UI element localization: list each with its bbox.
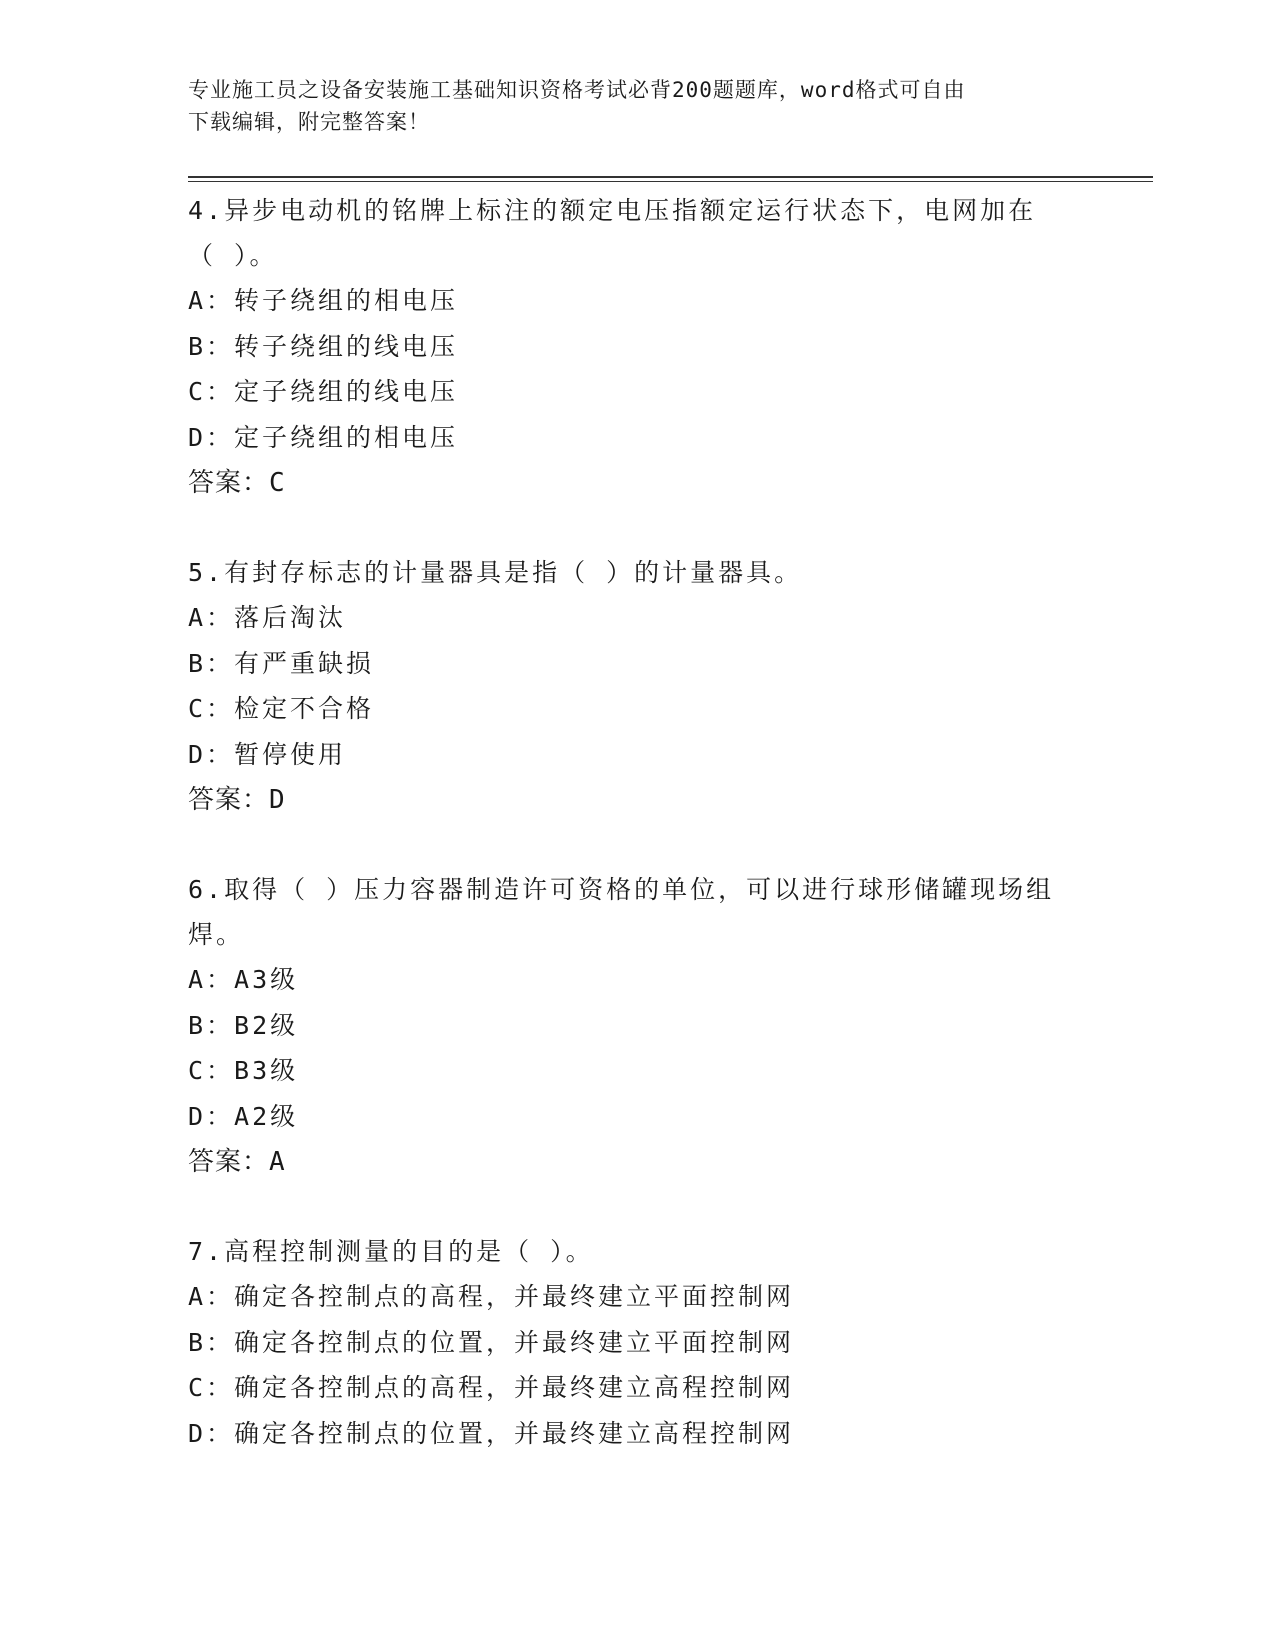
document-intro bbox=[188, 74, 1068, 138]
option-c: C：检定不合格 bbox=[188, 694, 375, 723]
option-d: D：确定各控制点的位置，并最终建立高程控制网 bbox=[188, 1418, 795, 1448]
option-a: A：落后淘汰 bbox=[188, 603, 347, 632]
question-6 bbox=[188, 867, 1088, 1185]
answer-label: 答案： bbox=[188, 785, 270, 815]
answer-line bbox=[188, 1139, 1088, 1185]
answer-label: 答案： bbox=[188, 468, 270, 498]
option-b: B：有严重缺损 bbox=[188, 648, 375, 678]
option-b: B：确定各控制点的位置，并最终建立平面控制网 bbox=[188, 1327, 795, 1357]
header-divider-thin bbox=[188, 181, 1153, 182]
option-c: C：B3级 bbox=[188, 1056, 299, 1085]
answer-line bbox=[188, 460, 1088, 506]
option-d: D：定子绕组的相电压 bbox=[188, 422, 459, 452]
question-7 bbox=[188, 1229, 1088, 1456]
question-stem: 6.取得（ ）压力容器制造许可资格的单位，可以进行球形储罐现场组 bbox=[188, 875, 1055, 904]
question-stem: 5.有封存标志的计量器具是指（ ）的计量器具。 bbox=[188, 558, 803, 587]
answer-value: A bbox=[269, 1147, 286, 1177]
option-b: B：B2级 bbox=[188, 1010, 299, 1040]
question-5 bbox=[188, 550, 1088, 823]
answer-line bbox=[188, 777, 1088, 823]
option-a: A：A3级 bbox=[188, 965, 299, 994]
question-stem: 7.高程控制测量的目的是（ ）。 bbox=[188, 1237, 594, 1266]
option-a: A：转子绕组的相电压 bbox=[188, 286, 459, 315]
question-stem: 4.异步电动机的铭牌上标注的额定电压指额定运行状态下，电网加在 bbox=[188, 196, 1037, 225]
option-c: C：确定各控制点的高程，并最终建立高程控制网 bbox=[188, 1373, 795, 1402]
option-d: D：暂停使用 bbox=[188, 739, 347, 769]
option-c: C：定子绕组的线电压 bbox=[188, 377, 459, 406]
question-4 bbox=[188, 188, 1088, 506]
header-divider-thick bbox=[188, 176, 1153, 178]
intro-line-2: 下载编辑，附完整答案！ bbox=[188, 110, 430, 134]
question-stem-continued: 焊。 bbox=[188, 920, 245, 949]
question-stem-continued: （ ）。 bbox=[188, 241, 278, 270]
option-d: D：A2级 bbox=[188, 1101, 299, 1131]
option-b: B：转子绕组的线电压 bbox=[188, 331, 459, 361]
intro-line-1: 专业施工员之设备安装施工基础知识资格考试必背200题题库，word格式可自由 bbox=[188, 78, 966, 102]
answer-label: 答案： bbox=[188, 1147, 270, 1177]
answer-value: D bbox=[269, 785, 286, 815]
answer-value: C bbox=[269, 468, 286, 498]
option-a: A：确定各控制点的高程，并最终建立平面控制网 bbox=[188, 1282, 795, 1311]
